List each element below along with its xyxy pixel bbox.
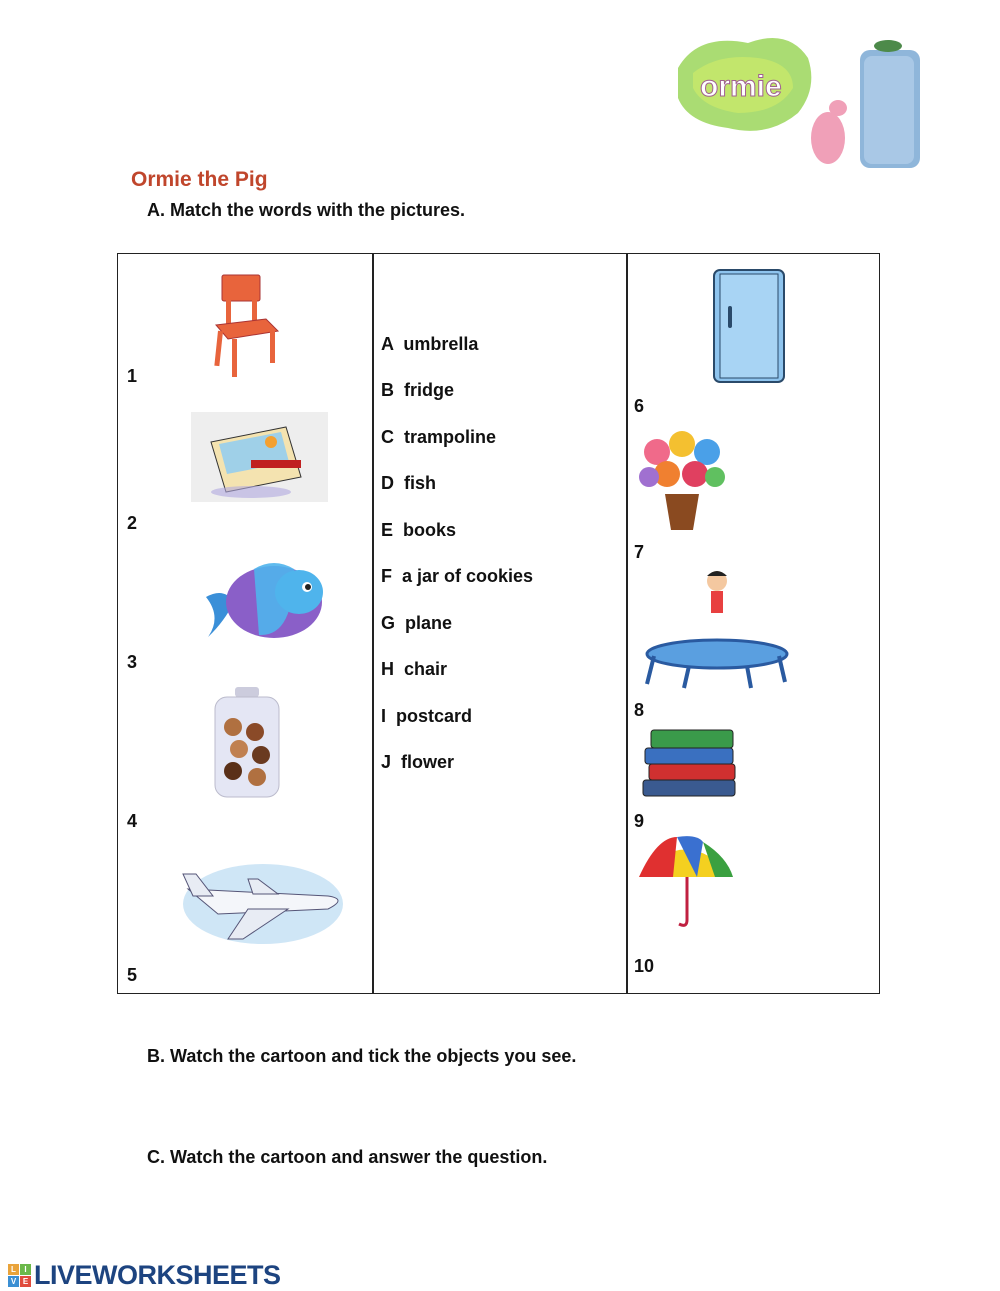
brand-name: LIVEWORKSHEETS: [34, 1260, 281, 1290]
section-c-instruction: C. Watch the cartoon and answer the question.: [147, 1147, 548, 1167]
picture-number-1: 1: [127, 366, 138, 386]
liveworksheets-logo[interactable]: [8, 1260, 281, 1291]
ormie-banner-icon: [668, 28, 922, 168]
word-item-d: D fish: [381, 473, 437, 493]
books-picture: [637, 724, 747, 807]
page-title: Ormie the Pig: [131, 168, 268, 191]
flower-picture: [637, 422, 727, 539]
picture-number-5: 5: [127, 965, 138, 985]
word-item-b: B fridge: [381, 380, 455, 400]
svg-text:ormie: ormie: [700, 70, 782, 103]
books-icon: [637, 724, 747, 802]
section-a-instruction: A. Match the words with the pictures.: [147, 200, 466, 220]
fish-picture: [204, 557, 329, 650]
fridge-picture: [708, 266, 798, 391]
fridge-icon: [708, 266, 798, 386]
picture-number-6: 6: [634, 396, 645, 416]
plane-icon: [178, 854, 353, 949]
word-item-e: E books: [381, 520, 457, 540]
cookie-jar-picture: [211, 687, 283, 804]
word-item-g: G plane: [381, 613, 453, 633]
matching-table: [117, 253, 880, 994]
postcard-picture: [191, 412, 328, 507]
picture-number-10: 10: [634, 956, 655, 976]
word-item-c: C trampoline: [381, 427, 497, 447]
ormie-banner: [668, 28, 922, 168]
chair-icon: [208, 269, 288, 379]
word-item-f: F a jar of cookies: [381, 566, 534, 586]
section-b-instruction: B. Watch the cartoon and tick the objects you see.: [147, 1046, 577, 1066]
live-grid-icon: L I V E: [8, 1264, 31, 1287]
plane-picture: [178, 854, 353, 954]
umbrella-picture: [637, 832, 737, 937]
picture-number-2: 2: [127, 513, 138, 533]
umbrella-icon: [637, 832, 737, 932]
postcard-icon: [191, 412, 328, 502]
picture-number-7: 7: [634, 542, 645, 562]
word-item-a: A umbrella: [381, 334, 479, 354]
picture-number-4: 4: [127, 811, 138, 831]
picture-number-9: 9: [634, 811, 645, 831]
trampoline-picture: [639, 566, 789, 696]
word-item-h: H chair: [381, 659, 448, 679]
word-item-i: I postcard: [381, 706, 473, 726]
cookie-jar-icon: [211, 687, 283, 799]
fish-icon: [204, 557, 329, 645]
word-item-j: J flower: [381, 752, 455, 772]
trampoline-icon: [639, 566, 789, 691]
picture-number-8: 8: [634, 700, 645, 720]
picture-number-3: 3: [127, 652, 138, 672]
flower-pot-icon: [637, 422, 727, 534]
chair-picture: [208, 269, 288, 384]
